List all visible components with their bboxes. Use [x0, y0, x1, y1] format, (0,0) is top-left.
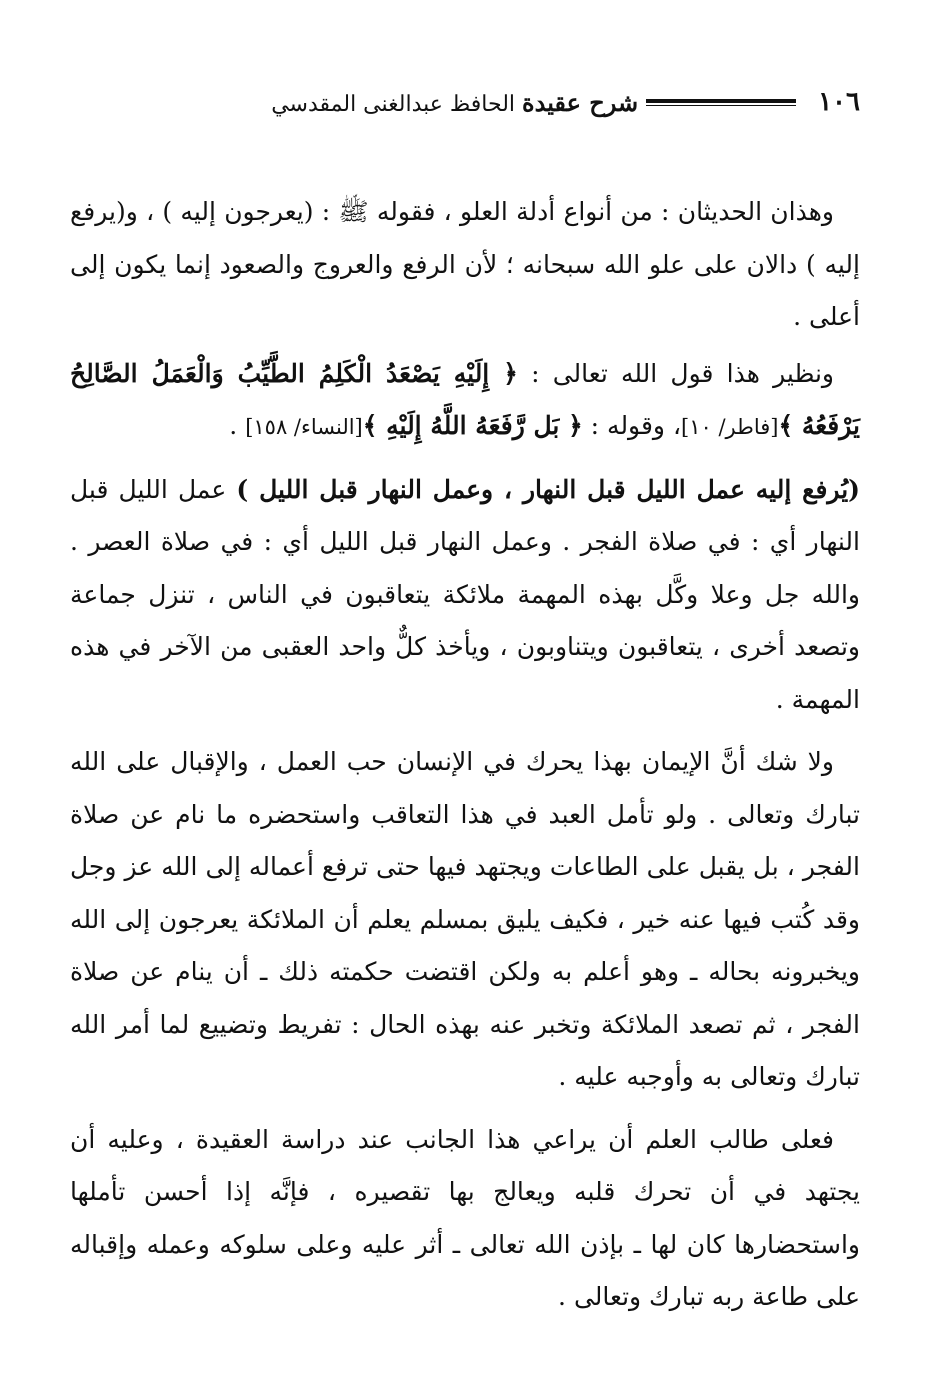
quran-verse-nisa: ﴿ بَل رَّفَعَهُ اللَّهُ إِلَيْهِ ﴾	[362, 411, 583, 440]
paragraph-2-intro: ونظير هذا قول الله تعالى :	[517, 358, 834, 388]
book-title	[271, 88, 638, 117]
paragraph-2-mid: ، وقوله :	[582, 411, 682, 440]
book-title-bold: شرح عقيدة	[522, 87, 639, 117]
paragraph-4: ولا شك أنَّ الإيمان بهذا يحرك في الإنسان حب العمل ، والإقبال على الله تبارك وتعالى . ولو تأمل العبد في هذا التعاقب واستحضره ما نام عن صلاة الفجر ، بل يقبل على الطاعات ويجتهد فيها حتى ترفع أعماله إلى الله عز وجل وقد كُتب فيها عنه خير ، فكيف يليق بمسلم يعلم أن الملائكة يعرجون إلى الله ويخبرونه بحاله ـ وهو أعلم به ولكن اقتضت حكمته ذلك ـ أن ينام عن صلاة الفجر ، ثم تصعد الملائكة وتخبر عنه بهذه الحال : تفريط وتضييع لما أمر الله تبارك وتعالى به وأوجبه عليه .	[70, 747, 860, 1091]
quran-verse-fatir: ﴿ إِلَيْهِ يَصْعَدُ الْكَلِمُ الطَّيِّبُ وَالْعَمَلُ الصَّالِحُ يَرْفَعُهُ ﴾	[70, 358, 860, 440]
hadith-text-quote: (يُرفع إليه عمل الليل قبل النهار ، وعمل النهار قبل الليل )	[236, 474, 860, 504]
header-rule	[646, 99, 796, 106]
body-text	[70, 186, 860, 1334]
verse-reference-fatir: [فاطر/ ١٠]	[681, 415, 779, 439]
paragraph-3	[70, 464, 860, 727]
paragraph-3-text: عمل الليل قبل النهار أي : في صلاة الفجر . وعمل النهار قبل الليل أي : في صلاة العصر . والله جل وعلا وكَّل بهذه المهمة ملائكة يتعاقبون في الناس ، تنزل جماعة وتصعد أخرى ، يتعاقبون ويتناوبون ، ويأخذ كلٌّ واحد العقبى من الآخر في هذه المهمة .	[70, 474, 860, 714]
paragraph-1: وهذان الحديثان : من أنواع أدلة العلو ، فقوله ﷺ : (يعرجون إليه ) ، و(يرفع إليه ) دالان على علو الله سبحانه ؛ لأن الرفع والعروج والصعود إنما يكون إلى أعلى .	[70, 197, 860, 331]
paragraph-2-end: .	[229, 411, 246, 440]
paragraph-2	[70, 348, 860, 454]
book-title-rest: الحافظ عبدالغنى المقدسي	[271, 91, 516, 117]
page-number: ١٠٦	[818, 87, 860, 117]
running-header	[100, 82, 860, 122]
verse-reference-nisa: [النساء/ ١٥٨]	[245, 415, 363, 439]
paragraph-5: فعلى طالب العلم أن يراعي هذا الجانب عند دراسة العقيدة ، وعليه أن يجتهد في أن تحرك قلبه ويعالج بها تقصيره ، فإنَّه إذا أحسن تأملها واستحضارها كان لها ـ بإذن الله تعالى ـ أثر عليه وعلى سلوكه وعمله وإقباله على طاعة ربه تبارك وتعالى .	[70, 1124, 860, 1311]
